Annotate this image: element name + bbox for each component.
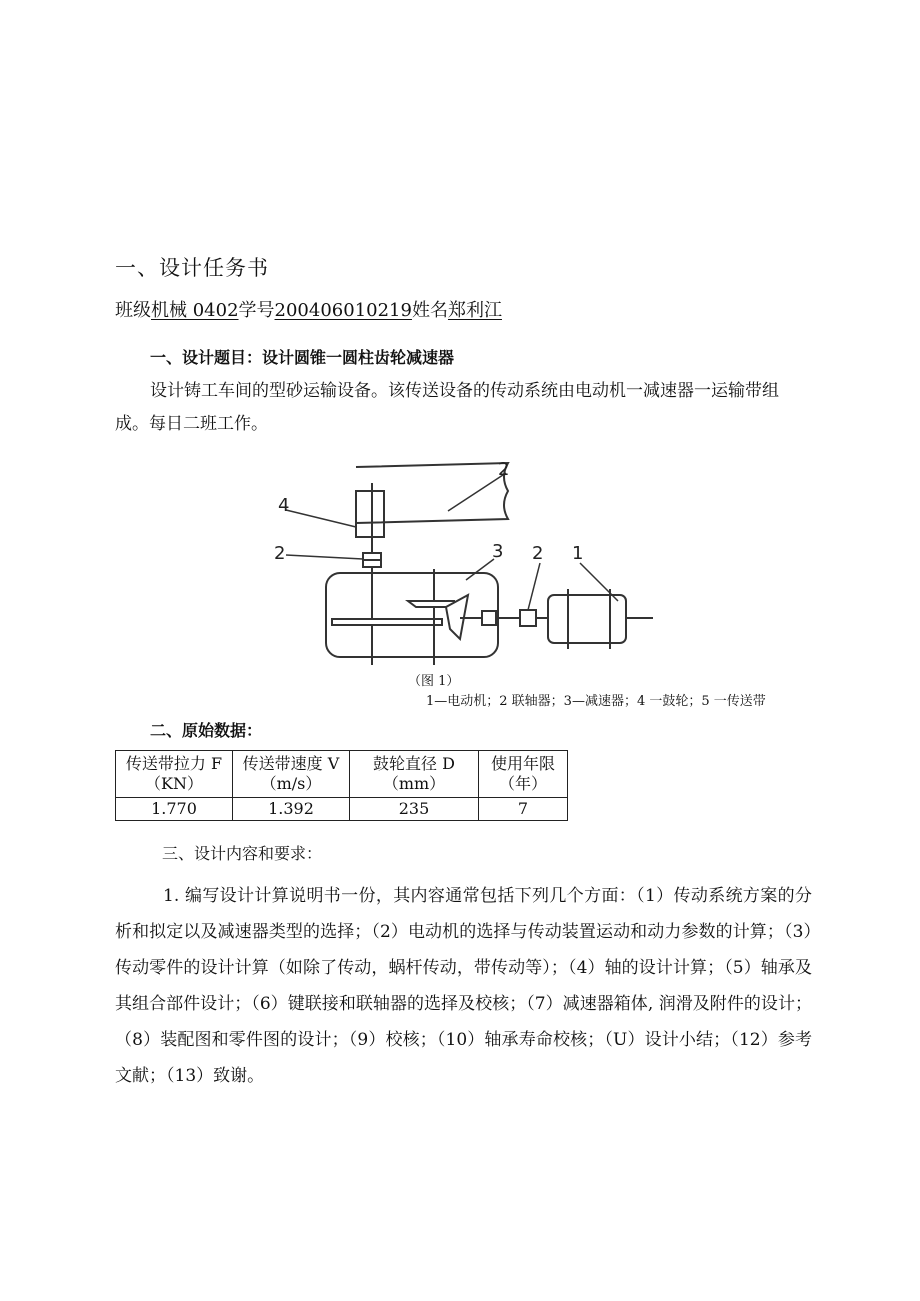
value-cell: 1.392 bbox=[233, 798, 350, 821]
section3-item1: 1. 编写设计计算说明书一份，其内容通常包括下列几个方面：（1）传动系统方案的分析和拟定以及减速器类型的选择；（2）电动机的选择与传动装置运动和动力参数的计算；（3）传动零件的设计计算（如除了传动，蜗杆传动，带传动等）；（4）轴的设计计算；（5）轴承及其组合部件设计；（6）键联接和联轴器的选择及校核；（7）减速器箱体, 润滑及附件的设计；（8）装配图和零件图的设计；（9）校核；（10）轴承寿命校核；（U）设计小结；（12）参考文献；（13）致谢。 bbox=[115, 886, 812, 1086]
name-value: 郑利江 bbox=[447, 300, 502, 321]
page-heading: 一、设计任务书 bbox=[115, 256, 269, 280]
section2-title: 二、原始数据： bbox=[150, 721, 263, 740]
label-3: 3 bbox=[492, 541, 504, 562]
id-label: 学号 bbox=[238, 300, 275, 321]
value-cell: 235 bbox=[350, 798, 479, 821]
class-value: 机械 0402 bbox=[151, 300, 239, 321]
value-cell: 7 bbox=[479, 798, 568, 821]
id-value: 200406010219 bbox=[274, 300, 412, 321]
motor-shape bbox=[548, 595, 626, 643]
reducer-housing-shape bbox=[326, 573, 498, 657]
label-5: 2 bbox=[498, 459, 510, 480]
figure-legend: 1—电动机；2 联轴器；3—减速器；4 一鼓轮；5 一传送带 bbox=[426, 694, 766, 709]
header-cell: 传送带速度 V （m/s） bbox=[233, 751, 350, 798]
table-value-row bbox=[116, 798, 568, 821]
label-2-right: 2 bbox=[532, 543, 544, 564]
section1-title: 一、设计题目：设计圆锥一圆柱齿轮减速器 bbox=[150, 348, 455, 367]
raw-data-table bbox=[115, 750, 568, 821]
conveyor-belt-shape bbox=[356, 463, 508, 523]
drum-shape bbox=[356, 491, 384, 537]
table-header-row bbox=[116, 751, 568, 798]
transmission-diagram bbox=[268, 455, 658, 670]
value-cell: 1.770 bbox=[116, 798, 233, 821]
student-info bbox=[115, 296, 502, 322]
section3-title: 三、设计内容和要求： bbox=[162, 844, 323, 863]
name-label: 姓名 bbox=[411, 300, 448, 321]
figure-caption: （图 1） bbox=[408, 674, 460, 689]
header-cell: 使用年限 （年） bbox=[479, 751, 568, 798]
label-1: 1 bbox=[572, 543, 584, 564]
class-label: 班级 bbox=[115, 300, 151, 321]
section1-body: 设计铸工车间的型砂运输设备。该传送设备的传动系统由电动机一减速器一运输带组成。每日二班工作。 bbox=[115, 381, 779, 434]
coupling-right-shape bbox=[520, 610, 536, 626]
header-cell: 鼓轮直径 D （mm） bbox=[350, 751, 479, 798]
header-cell: 传送带拉力 F （KN） bbox=[116, 751, 233, 798]
label-2-left: 2 bbox=[274, 543, 286, 564]
label-4: 4 bbox=[278, 495, 290, 516]
cylindrical-gear-shape bbox=[332, 619, 442, 625]
